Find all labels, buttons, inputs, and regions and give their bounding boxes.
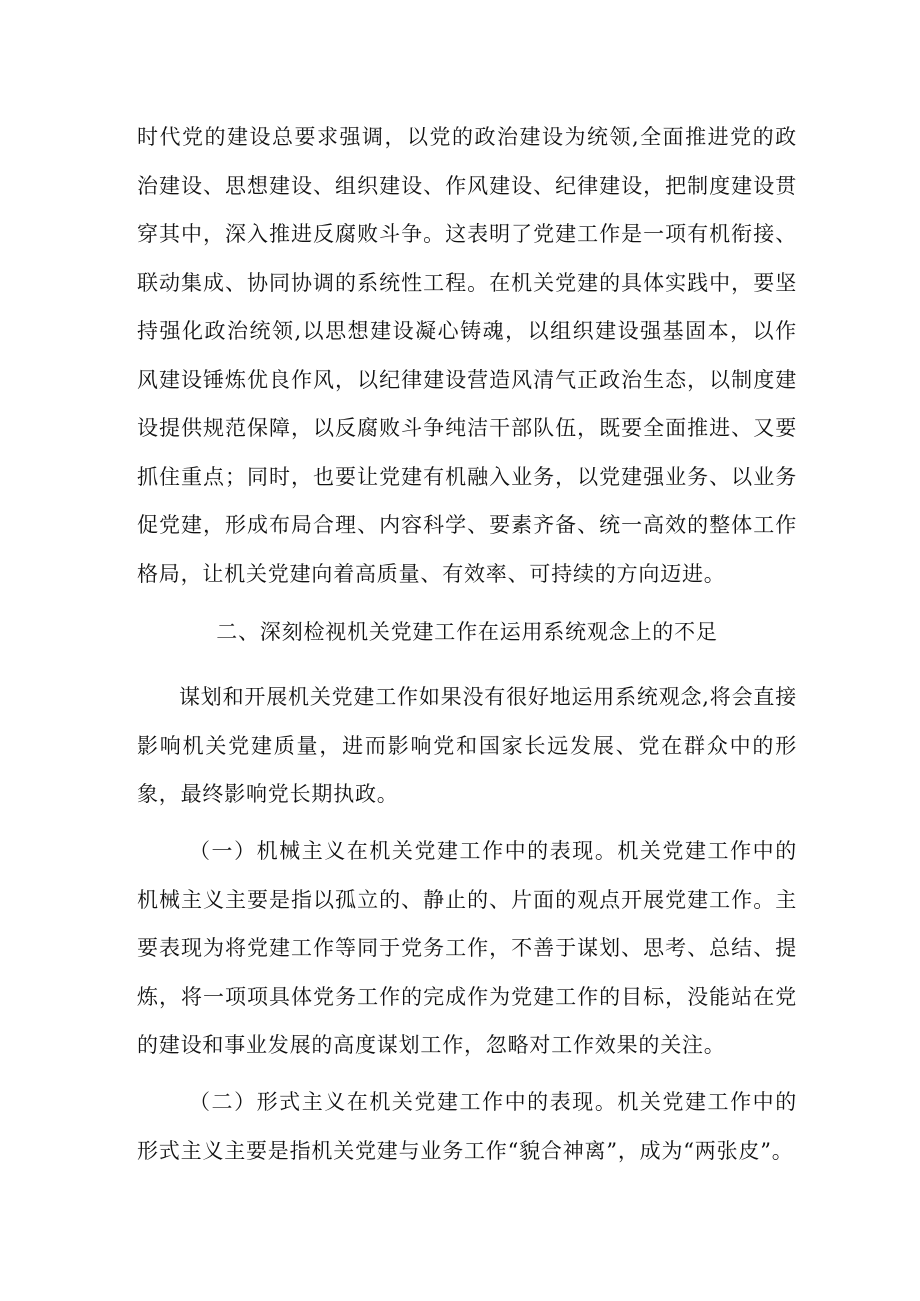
paragraph-formalism-issue: （二）形式主义在机关党建工作中的表现。机关党建工作中的形式主义主要是指机关党建与业务工作“貌合神离”，成为“两张皮”。 (137, 1090, 797, 1163)
section-heading-2: 二、深刻检视机关党建工作在运用系统观念上的不足 (216, 620, 718, 644)
paragraph-systems-thinking-impact: 谋划和开展机关党建工作如果没有很好地运用系统观念,将会直接影响机关党建质量，进而影响党和国家长远发展、党在群众中的形象，最终影响党长期执政。 (137, 685, 797, 806)
paragraph-party-building-overview: 时代党的建设总要求强调，以党的政治建设为统领,全面推进党的政治建设、思想建设、组织建设、作风建设、纪律建设，把制度建设贯穿其中，深入推进反腐败斗争。这表明了党建工作是一项有机衔接、联动集成、协同协调的系统性工程。在机关党建的具体实践中，要坚持强化政治统领,以思想建设凝心铸魂，以组织建设强基固本，以作风建设锤炼优良作风，以纪律建设营造风清气正政治生态，以制度建设提供规范保障，以反腐败斗争纯洁干部队伍，既要全面推进、又要抓住重点；同时，也要让党建有机融入业务，以党建强业务、以业务促党建，形成布局合理、内容科学、要素齐备、统一高效的整体工作格局，让机关党建向着高质量、有效率、可持续的方向迈进。 (137, 125, 797, 586)
paragraph-mechanism-issue: （一）机械主义在机关党建工作中的表现。机关党建工作中的机械主义主要是指以孤立的、静止的、片面的观点开展党建工作。主要表现为将党建工作等同于党务工作，不善于谋划、思考、总结、提炼，将一项项具体党务工作的完成作为党建工作的目标，没能站在党的建设和事业发展的高度谋划工作，忽略对工作效果的关注。 (137, 839, 797, 1057)
